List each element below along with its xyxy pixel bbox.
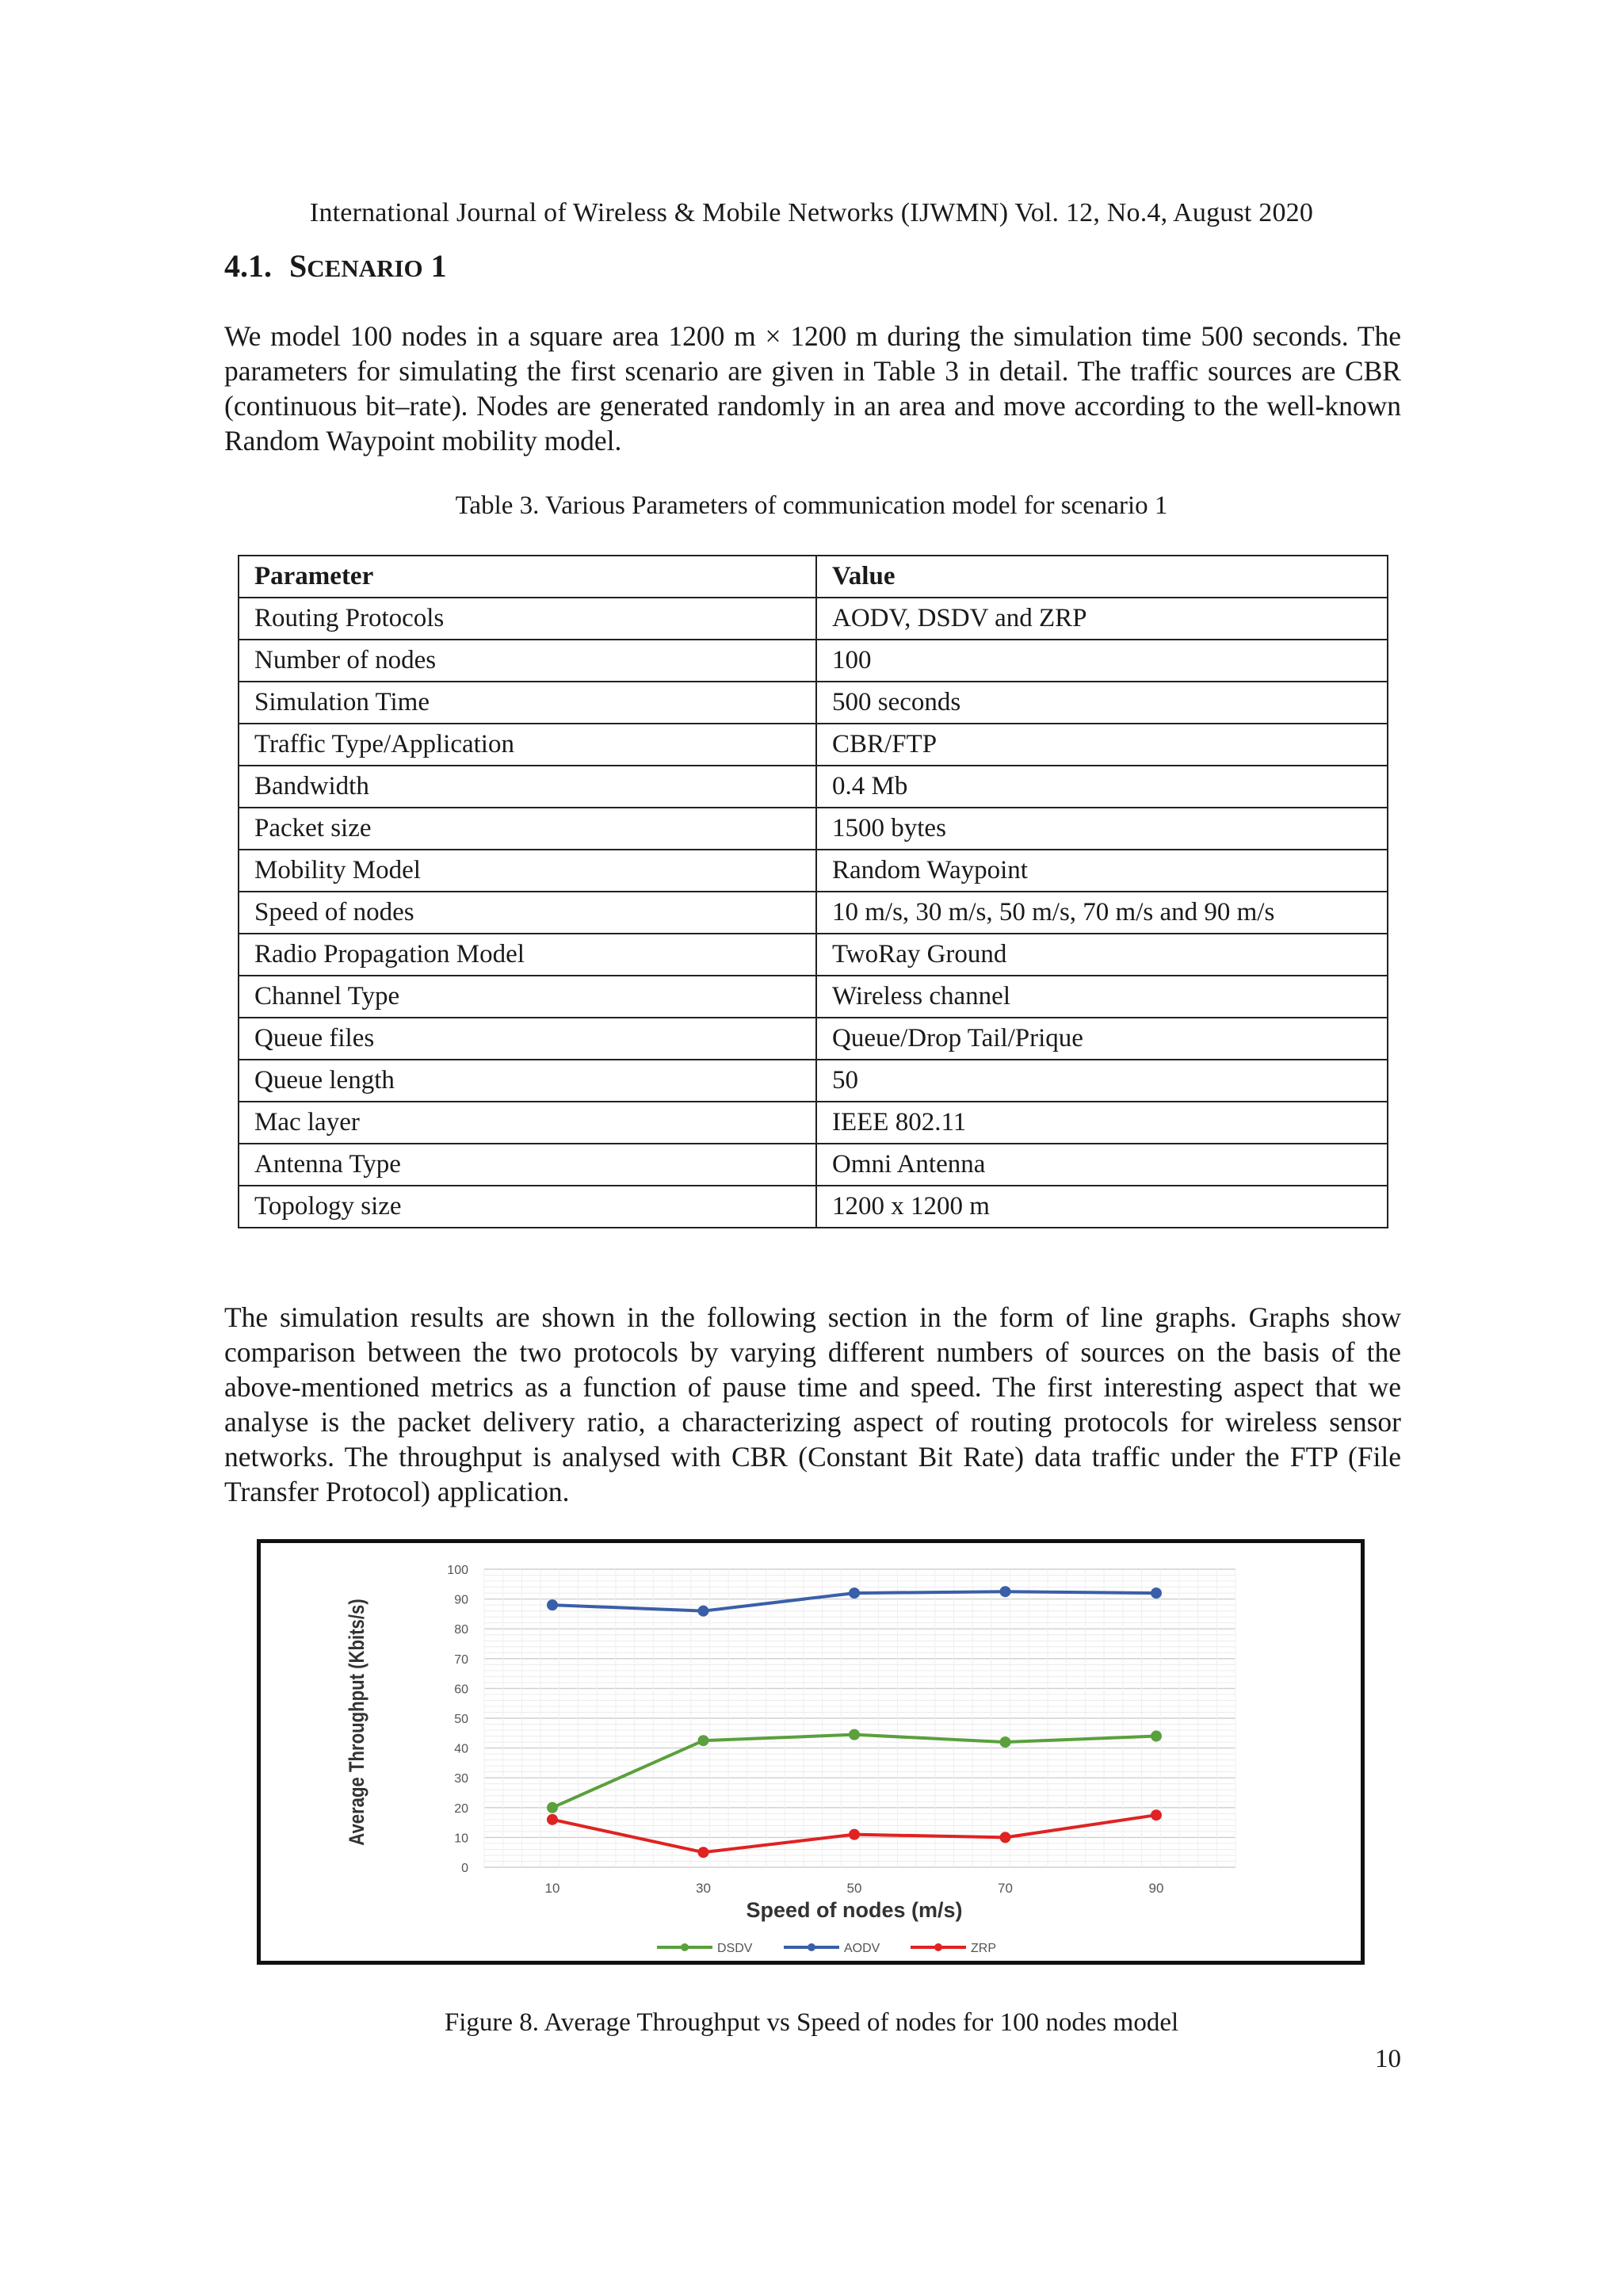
value-cell: 1200 x 1200 m [816,1186,1388,1228]
value-cell: IEEE 802.11 [816,1102,1388,1144]
value-cell: AODV, DSDV and ZRP [816,598,1388,640]
data-point-dsdv [1151,1731,1162,1742]
table-row [239,724,1388,766]
data-point-aodv [849,1587,860,1599]
data-point-zrp [547,1814,558,1825]
data-point-aodv [698,1606,709,1617]
parameter-cell: Queue files [239,1018,816,1060]
value-cell: Random Waypoint [816,850,1388,892]
table-row [239,850,1388,892]
parameter-cell: Bandwidth [239,766,816,808]
throughput-line-chart [261,1543,1361,1961]
table-row [239,598,1388,640]
parameters-table [238,555,1388,1228]
paragraph-results: The simulation results are shown in the following section in the form of line graphs. Graphs show comparison between the two protocols by varying different numbers of sources on the basis of the above-mentioned metrics as a function of pause time and speed. The first interesting aspect that we analyse is the packet delivery ratio, a characterizing aspect of routing protocols for wireless sensor networks. The throughput is analysed with CBR (Constant Bit Rate) data traffic under the FTP (File Transfer Protocol) application. [224,1301,1401,1507]
legend-marker-dsdv [681,1943,689,1951]
table-row [239,892,1388,934]
value-cell: Omni Antenna [816,1144,1388,1186]
x-tick-label: 90 [1148,1881,1164,1896]
value-cell: 0.4 Mb [816,766,1388,808]
value-cell: 50 [816,1060,1388,1102]
y-tick-label: 70 [454,1652,468,1667]
value-cell: Wireless channel [816,976,1388,1018]
parameter-cell: Speed of nodes [239,892,816,934]
y-tick-label: 50 [454,1713,468,1726]
table-row [239,1060,1388,1102]
y-tick-label: 10 [454,1832,468,1846]
table-row [239,766,1388,808]
table-header-parameter: Parameter [239,556,816,598]
parameter-cell: Traffic Type/Application [239,724,816,766]
parameter-cell: Mobility Model [239,850,816,892]
data-point-zrp [849,1829,860,1840]
section-title-number: 1 [430,248,447,284]
parameter-cell: Packet size [239,808,816,850]
x-tick-label: 10 [544,1881,560,1896]
parameter-cell: Simulation Time [239,682,816,724]
x-tick-label: 50 [846,1881,862,1896]
parameter-cell: Antenna Type [239,1144,816,1186]
parameter-cell: Radio Propagation Model [239,934,816,976]
section-title-initial: S [289,248,307,284]
table-row [239,1102,1388,1144]
table-row [239,682,1388,724]
value-cell: 500 seconds [816,682,1388,724]
data-point-zrp [1151,1809,1162,1820]
parameter-cell: Channel Type [239,976,816,1018]
parameter-cell: Queue length [239,1060,816,1102]
section-heading [224,247,447,285]
value-cell: Queue/Drop Tail/Prique [816,1018,1388,1060]
y-tick-label: 20 [454,1801,468,1816]
table-row [239,1186,1388,1228]
data-point-dsdv [1000,1736,1011,1748]
y-tick-label: 90 [454,1593,468,1607]
parameter-cell: Number of nodes [239,640,816,682]
section-title-rest: CENARIO [307,254,423,282]
value-cell: 10 m/s, 30 m/s, 50 m/s, 70 m/s and 90 m/s [816,892,1388,934]
data-point-aodv [547,1599,558,1610]
y-tick-label: 60 [454,1683,468,1697]
page-number: 10 [1375,2045,1401,2073]
paragraph-intro: We model 100 nodes in a square area 1200 m × 1200 m during the simulation time 500 seconds. The parameters for simulating the first scenario are given in Table 3 in detail. The traffic sources are CBR (continuous bit–rate). Nodes are generated randomly in an area and move according to the well-known Random Waypoint mobility model. [224,320,1401,457]
data-point-dsdv [547,1802,558,1813]
data-point-dsdv [849,1729,860,1740]
table-row [239,1018,1388,1060]
x-tick-label: 30 [696,1881,711,1896]
throughput-chart-figure [257,1539,1365,1965]
x-tick-label: 70 [998,1881,1013,1896]
parameter-cell: Routing Protocols [239,598,816,640]
table-row [239,808,1388,850]
value-cell: 100 [816,640,1388,682]
data-point-dsdv [698,1735,709,1746]
data-point-zrp [1000,1832,1011,1843]
figure-caption: Figure 8. Average Throughput vs Speed of nodes for 100 nodes model [444,2008,1179,2037]
y-tick-label: 40 [454,1742,468,1756]
x-axis-label: Speed of nodes (m/s) [746,1898,963,1922]
value-cell: TwoRay Ground [816,934,1388,976]
section-number: 4.1. [224,248,272,284]
value-cell: 1500 bytes [816,808,1388,850]
y-tick-label: 100 [447,1564,468,1577]
table-row [239,1144,1388,1186]
legend-marker-aodv [808,1943,815,1951]
y-tick-label: 0 [461,1862,468,1875]
legend-label-zrp: ZRP [971,1942,996,1955]
legend-label-dsdv: DSDV [717,1942,753,1955]
table-header-value: Value [816,556,1388,598]
parameter-cell: Topology size [239,1186,816,1228]
y-tick-label: 80 [454,1623,468,1637]
table-header-row [239,556,1388,598]
data-point-aodv [1151,1587,1162,1599]
table-caption: Table 3. Various Parameters of communication model for scenario 1 [455,491,1168,520]
parameter-cell: Mac layer [239,1102,816,1144]
data-point-aodv [1000,1586,1011,1597]
y-tick-label: 30 [454,1772,468,1786]
table-row [239,976,1388,1018]
journal-header: International Journal of Wireless & Mobile Networks (IJWMN) Vol. 12, No.4, August 2020 [309,198,1314,227]
table-row [239,640,1388,682]
legend-label-aodv: AODV [844,1942,880,1955]
legend-marker-zrp [934,1943,942,1951]
value-cell: CBR/FTP [816,724,1388,766]
data-point-zrp [698,1847,709,1858]
table-row [239,934,1388,976]
y-axis-label: Average Throughput (Kbits/s) [346,1599,369,1846]
